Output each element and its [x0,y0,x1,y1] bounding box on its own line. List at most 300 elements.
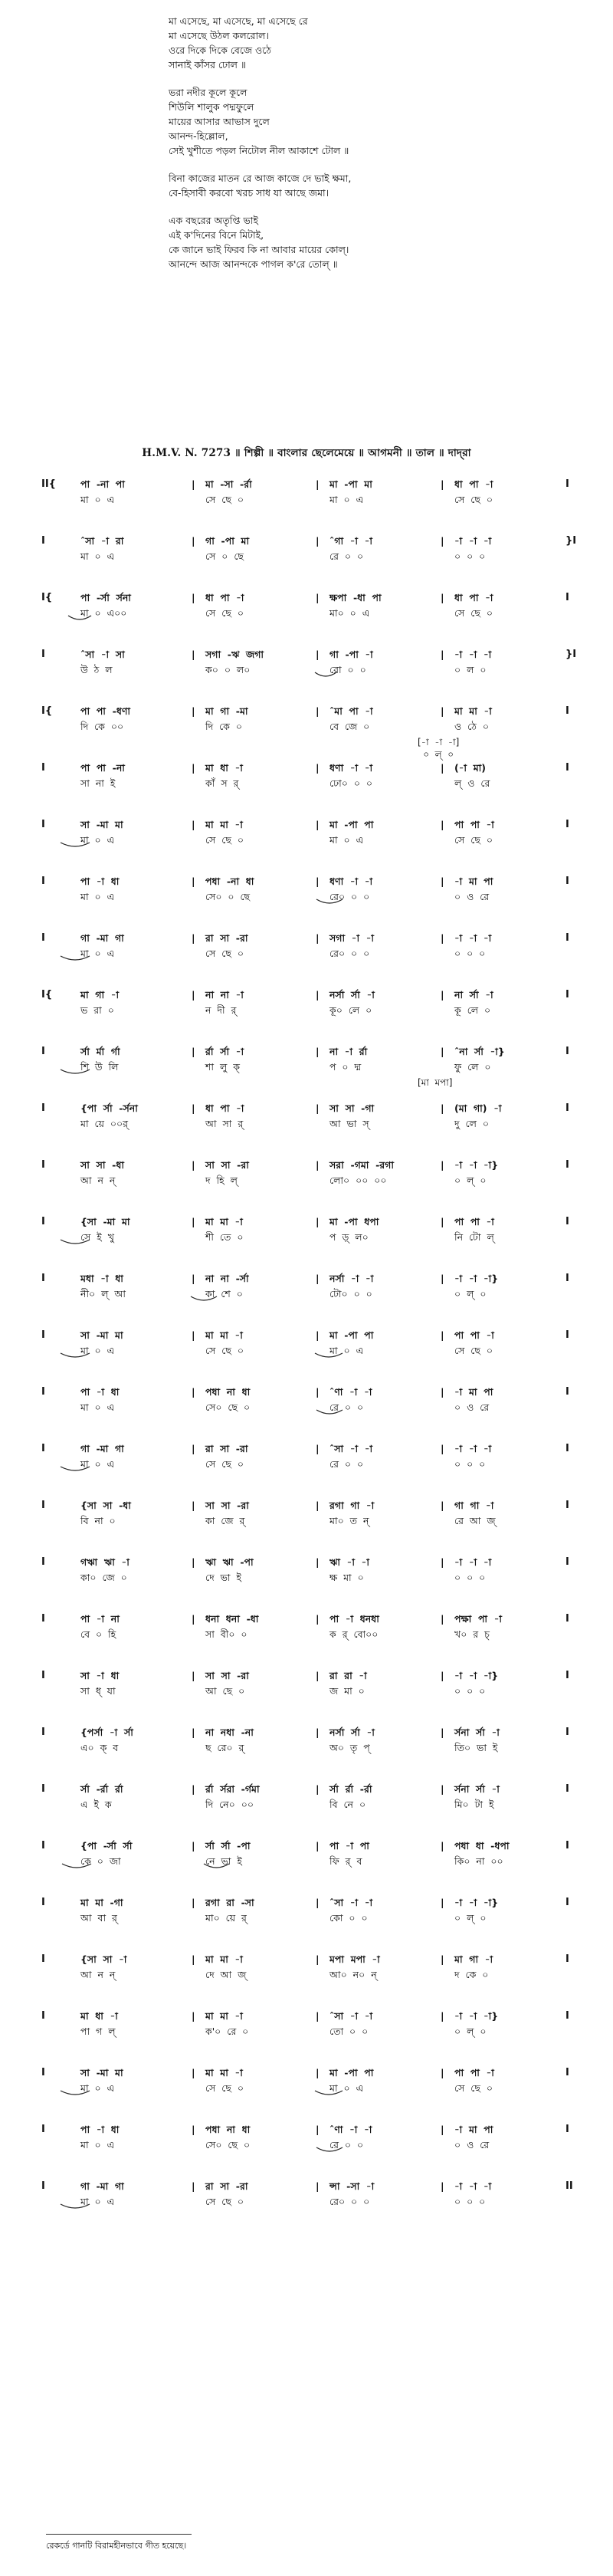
notation-line [0,1831,613,1888]
swara-row [0,1158,613,1173]
lyric-syllables: সে ছে ০ [205,948,244,959]
swara-row [0,1555,613,1570]
swara-group: সা সা -ধা [80,1159,124,1171]
swara-group: ধা পা -া [205,592,244,603]
lyric-syllables: ফি র্ ব [329,1855,362,1867]
lyric-syllables: মা ০ এ [80,494,115,505]
swara-group: র্রা র্সরা -র্গমা [205,1783,260,1795]
swara-group: গা -পা -া [329,649,373,660]
notation-line [0,810,613,866]
swara-row [0,1612,613,1627]
swara-group: ˆসা -া -া [329,1443,373,1454]
lyric-row [0,662,613,678]
swara-row [0,987,613,1003]
bar-end: I [565,989,569,1001]
beat-divider: | [192,478,195,490]
beat-divider: | [192,1727,195,1738]
lyric-syllables: রে আ জ্ [454,1515,496,1526]
notation-line [0,1434,613,1490]
poem-line: আনন্দে আজ আনন্দকে পাগল ক'রে তোল্ ॥ [169,258,338,270]
notation-line [0,696,613,753]
slur-mark [314,672,337,679]
swara-group: মা মা -া [205,1329,243,1341]
lyric-syllables: কি০ না ০০ [454,1855,503,1867]
lyric-syllables: বি না ০ [80,1515,116,1526]
lyric-row [0,1854,613,1869]
beat-divider: | [192,2010,195,2022]
lyric-syllables: রে ০ ০ [329,1401,364,1413]
swara-group: (মা গা) -া [454,1102,502,1114]
lyric-row [0,1343,613,1359]
lyric-syllables: মা ০ এ [80,2196,115,2207]
bar-start: I [41,1727,45,1738]
lyric-row [0,1911,613,1926]
lyric-row [0,1740,613,1756]
lyric-row [0,1400,613,1415]
swara-group: মা -পা পা [329,819,374,830]
poem-line: সানাই কাঁসর ঢোল ॥ [169,59,247,71]
swara-group: পক্ষা পা -া [454,1613,503,1625]
beat-divider: | [192,989,195,1001]
lyric-syllables: ০ ০ ০ [454,948,486,959]
bar-start: I [41,1556,45,1568]
swara-group: গা -মা গা [80,1443,124,1454]
swara-group: ধা পা -া [454,478,493,490]
lyric-syllables: মা ০ এ [80,2139,115,2150]
swara-group: র্সা র্মা র্গা [80,1046,120,1057]
bar-end: I [565,1670,569,1681]
swara-group: না নধা -না [205,1727,254,1738]
bar-start: I [41,1613,45,1625]
lyric-syllables: ০ ল্ ০ [454,1912,487,1924]
poem-line: ওরে দিকে দিকে বেজে ওঠে [169,44,271,56]
swara-group: পা -া না [80,1613,120,1625]
swara-group: মা মা -া [205,1216,243,1227]
lyric-row [0,1230,613,1245]
lyric-syllables: কা০ জে ০ [80,1572,127,1583]
bar-end: II [565,2180,573,2192]
slur-mark [60,842,90,849]
bar-end: I [565,932,569,944]
swara-group: মা ধা -া [205,762,243,774]
lyric-syllables: প ০ দ্ম [329,1061,362,1073]
lyric-syllables: মা ০ এ [329,494,364,505]
beat-divider: | [441,762,444,774]
beat-divider: | [441,1840,444,1852]
swara-row [0,477,613,492]
beat-divider: | [441,1273,444,1284]
swara-group: ˆণা -া -া [329,2124,372,2135]
beat-divider: | [316,1046,320,1057]
lyric-syllables: কা শে ০ [205,1288,243,1300]
beat-divider: | [192,1953,195,1965]
lyric-syllables: কাঁ স র্ [205,777,239,789]
swara-group: ঋা -া -া [329,1556,369,1568]
swara-row [0,704,613,719]
swara-group: -া -া -া [454,2180,492,2192]
beat-divider: | [192,1556,195,1568]
lyric-syllables: সা ধ্ যা [80,1685,116,1697]
lyric-row [0,2024,613,2039]
lyric-syllables: মা ০ এ [329,1345,364,1356]
slur-mark [67,615,92,623]
beat-divider: | [192,1897,195,1908]
beat-divider: | [316,592,320,603]
swara-group: -া -া -া} [454,2010,499,2022]
bar-start: I [41,1273,45,1284]
swara-row [0,2065,613,2081]
lyric-syllables: ০ ০ ০ [454,2196,486,2207]
swara-group: ঋা ঋা -পা [205,1556,254,1568]
swara-group: সা -মা মা [80,819,123,830]
swara-group: নর্সা -া -া [329,1273,374,1284]
bar-start: I [41,1216,45,1227]
lyric-row [0,606,613,621]
beat-divider: | [441,2124,444,2135]
lyric-syllables: শি উ লি [80,1061,119,1073]
swara-group: পা -া ধনধা [329,1613,379,1625]
lyric-syllables: মা০ ০ এ [329,607,370,619]
swara-row [0,1668,613,1684]
lyric-syllables: মা ০ এ [80,891,115,902]
lyric-syllables: সে ছে ০ [205,834,244,846]
bar-end: I [565,1443,569,1454]
swara-group: ন্সা -সা -া [329,2180,375,2192]
lyric-syllables: ছ রে০ র্ [205,1742,244,1753]
lyric-syllables: সে০ ছে ০ [205,2139,251,2150]
beat-divider: | [316,1443,320,1454]
beat-divider: | [316,1102,320,1114]
bar-start: I [41,1443,45,1454]
beat-divider: | [192,1273,195,1284]
lyric-syllables: ০ ও রে [454,2139,490,2150]
bar-end: I [565,1897,569,1908]
swara-group: সা -মা মা [80,2067,123,2078]
swara-group: পা পা -া [454,2067,494,2078]
lyric-syllables: তি০ ভা ই [454,1742,498,1753]
lyric-syllables: খ০ র চ্ [454,1628,490,1640]
lyric-syllables: ক্ষ মা ০ [329,1572,364,1583]
swara-group: সা সা -রা [205,1670,249,1681]
lyric-row [0,1967,613,1983]
poem-line: বে-হিসাবী করবো খরচ সাধ যা আছে জমা। [169,187,329,199]
bar-end: I [565,1556,569,1568]
beat-divider: | [192,1159,195,1171]
swara-group: (-া মা) [454,762,486,774]
swara-group: সা সা -গা [329,1102,375,1114]
lyric-syllables: পা গ ল্ [80,2026,116,2037]
swara-row [0,1214,613,1230]
alternate-notation: [মা মপা] [418,1077,453,1088]
lyric-row [0,1684,613,1699]
bar-end: I [565,1216,569,1227]
slur-mark [190,1296,218,1303]
poem-stanza [169,213,582,271]
swara-group: গা -মা গা [80,2180,124,2192]
swara-group: র্সনা র্সা -া [454,1783,500,1795]
swara-row [0,1385,613,1400]
beat-divider: | [441,1670,444,1681]
lyric-syllables: সে ছে ০ [454,607,493,619]
beat-divider: | [441,1500,444,1511]
lyric-syllables: সে ই খু [80,1231,114,1243]
lyric-syllables: নি টো ল্ [454,1231,494,1243]
swara-group: ধা পা -া [454,592,493,603]
notation-line [0,866,613,923]
lyric-syllables: মা ০ এ [80,550,115,562]
swara-group: -া -া -া [454,1443,492,1454]
bar-end: }I [565,649,577,660]
lyric-syllables: এ ই ক [80,1799,112,1810]
lyric-syllables: মা ০ এ০০ [80,607,127,619]
swara-group: মা -পা ধপা [329,1216,379,1227]
swara-group: -া -া -া} [454,1159,499,1171]
swara-group: পা -া ধা [80,876,120,887]
lyric-syllables: ক'০ রে ০ [205,2026,249,2037]
swara-row [0,1838,613,1854]
notation-line [0,583,613,639]
swara-group: -া মা পা [454,876,493,887]
bar-start: I [41,1840,45,1852]
swara-group: ˆণা -া -া [329,1386,372,1398]
beat-divider: | [316,989,320,1001]
swara-group: মা -সা -র্রা [205,478,252,490]
lyric-syllables: আ বা র্ [80,1912,117,1924]
swara-group: র্সা র্সা -পা [205,1840,251,1852]
poem-line: শিউলি শালুক পদ্মফুলে [169,101,254,113]
swara-group: মা গা -মা [205,705,248,717]
lyric-syllables: মা০ য়ে র্ [205,1912,247,1924]
lyric-syllables: সে ছে ০ [205,1458,244,1470]
lyric-syllables: দু লে ০ [454,1118,489,1129]
swara-group: না -া র্রা [329,1046,368,1057]
notation-line [0,1077,613,1150]
beat-divider: | [316,1953,320,1965]
beat-divider: | [441,2067,444,2078]
lyric-syllables: ও ঠে ০ [454,721,489,732]
lyric-syllables: কে ০ জা [80,1855,121,1867]
bar-end: I [565,1613,569,1625]
poem-line: আনন্দ-হিল্লোল, [169,130,228,142]
beat-divider: | [316,1273,320,1284]
bar-end: I [565,2010,569,2022]
swara-group: -া -া -া} [454,1897,499,1908]
lyric-syllables: সে ছে ০ [454,494,493,505]
beat-divider: | [441,2180,444,2192]
poem-line: ভরা নদীর কূলে কূলে [169,87,247,98]
swara-group: -া -া -া [454,932,492,944]
lyric-syllables: লো০ ০০ ০০ [329,1175,387,1186]
poem-line: এই ক'দিনের বিনে মিটাই, [169,229,264,241]
lyric-syllables: প ড়্ ল০ [329,1231,369,1243]
beat-divider: | [192,705,195,717]
lyric-syllables: ০ ০ ০ [454,550,486,562]
beat-divider: | [192,649,195,660]
notation-line [0,1888,613,1944]
bar-start: I [41,535,45,547]
swara-group: ধনা ধনা -ধা [205,1613,259,1625]
swara-row [0,874,613,889]
slur-mark [60,1466,90,1474]
bar-start: I [41,1159,45,1171]
beat-divider: | [441,1046,444,1057]
swara-group: মা গা -া [80,989,120,1001]
beat-divider: | [441,535,444,547]
lyric-syllables: টো০ ০ ০ [329,1288,372,1300]
notation-line [0,980,613,1037]
lyric-syllables: আ ন ন্ [80,1175,116,1186]
swara-group: মা -পা পা [329,1329,374,1341]
lyric-row [0,889,613,905]
beat-divider: | [316,1670,320,1681]
bar-end: I [565,1159,569,1171]
lyric-row [0,776,613,791]
beat-divider: | [192,1102,195,1114]
bar-start: I [41,2010,45,2022]
swara-group: ধা পা -া [205,1102,244,1114]
swara-group: নর্সা র্সা -া [329,989,375,1001]
beat-divider: | [192,1443,195,1454]
swara-group: মা -পা পা [329,2067,374,2078]
notation-line [0,1150,613,1207]
lyric-syllables: তো ০ ০ [329,2026,369,2037]
notation-sheet [0,469,613,2228]
swara-row [0,1271,613,1286]
swara-group: পা পা -া [454,819,494,830]
bar-start: I [41,649,45,660]
swara-group: রা রা -া [329,1670,367,1681]
swara-group: {পা -র্সা র্সা [80,1840,133,1852]
lyric-syllables: কূ লে ০ [454,1004,491,1016]
swara-group: ˆমা পা -া [329,705,373,717]
beat-divider: | [192,1386,195,1398]
beat-divider: | [441,1897,444,1908]
lyric-syllables: দি কে ০ [205,721,242,732]
notation-line [0,1774,613,1831]
lyric-syllables: মা য়ে ০০র্ [80,1118,129,1129]
beat-divider: | [441,876,444,887]
swara-group: {পা র্সা -র্সনা [80,1102,138,1114]
bar-end: I [565,2124,569,2135]
lyric-syllables: সে ছে ০ [205,2082,244,2094]
beat-divider: | [441,705,444,717]
lyric-syllables: মা ০ এ [329,2082,364,2094]
beat-divider: | [441,989,444,1001]
swara-group: ˆসা -া সা [80,649,125,660]
bar-start: I [41,1670,45,1681]
swara-group: ধণা -া -া [329,876,373,887]
swara-group: রগা গা -া [329,1500,375,1511]
notation-line [0,2001,613,2058]
swara-group: মা মা -গা [80,1897,123,1908]
swara-group: ˆগা -া -া [329,535,373,547]
swara-row [0,1895,613,1911]
beat-divider: | [316,2180,320,2192]
bar-end: I [565,1840,569,1852]
lyric-syllables: সে০ ছে ০ [205,1401,251,1413]
beat-divider: | [441,1613,444,1625]
poem-line: মায়ের আসার আভাস দুলে [169,116,270,127]
swara-group: র্সা র্রা -র্রা [329,1783,372,1795]
lyric-syllables: সে০ ০ ছে [205,891,251,902]
notation-line [0,1320,613,1377]
lyric-row [0,1116,613,1132]
beat-divider: | [192,2067,195,2078]
swara-row [0,1328,613,1343]
poem-line: কে জানে ভাই ফিরব কি না আবার মায়ের কোল্। [169,244,349,255]
swara-group: র্সা -র্রা র্রা [80,1783,123,1795]
lyric-syllables: ল্ ও রে [454,777,490,789]
swara-group: সা সা -রা [205,1500,249,1511]
swara-row [0,1101,613,1116]
beat-divider: | [316,2124,320,2135]
beat-divider: | [441,1727,444,1738]
beat-divider: | [441,1556,444,1568]
swara-group: গা -মা গা [80,932,124,944]
beat-divider: | [441,592,444,603]
swara-group: মা মা -া [205,2010,243,2022]
lyric-row [0,492,613,508]
beat-divider: | [316,478,320,490]
lyric-syllables: সে ছে ০ [454,2082,493,2094]
notation-line [0,1547,613,1604]
swara-group: মা গা -া [454,1953,493,1965]
bar-end: I [565,1727,569,1738]
lyric-syllables: কো ০ ০ [329,1912,368,1924]
swara-group: না র্সা -া [454,989,493,1001]
lyric-syllables: আ সা র্ [205,1118,244,1129]
beat-divider: | [316,819,320,830]
beat-divider: | [316,2010,320,2022]
lyric-row [0,1173,613,1188]
notation-line [0,526,613,583]
swara-row [0,1782,613,1797]
notation-line [0,2171,613,2228]
swara-group: ˆসা -া -া [329,2010,373,2022]
lyric-syllables: ফু লে ০ [454,1061,491,1073]
lyric-row [0,1513,613,1529]
swara-row [0,2122,613,2137]
lyric-syllables: রে০ ০ ০ [329,2196,370,2207]
poem-stanza [169,85,582,158]
beat-divider: | [192,1046,195,1057]
swara-row [0,647,613,662]
lyric-row [0,2137,613,2153]
lyric-syllables: আ ভা স্ [329,1118,369,1129]
lyric-syllables: রে০ ০ ০ [329,891,370,902]
slur-mark [314,2090,343,2098]
swara-row [0,1952,613,1967]
lyric-syllables: রে ০ ০ [329,2139,364,2150]
beat-divider: | [316,876,320,887]
poem-line: মা এসেছে উঠল কলরোল। [169,30,269,41]
bar-end: I [565,1273,569,1284]
bar-start: I{ [41,705,53,717]
swara-group: মা ধা -া [80,2010,118,2022]
lyric-row [0,1570,613,1585]
swara-group: পা পা -া [454,1216,494,1227]
lyric-syllables: এ০ ক্ ব [80,1742,119,1753]
lyric-row [0,2081,613,2096]
lyric-syllables: দ কে ০ [454,1969,489,1980]
beat-divider: | [441,478,444,490]
lyric-syllables: শী তে ০ [205,1231,244,1243]
beat-divider: | [316,535,320,547]
lyrics-poem [169,14,582,284]
lyric-syllables: সা না ই [80,777,116,789]
swara-group: গা গা -া [454,1500,494,1511]
lyric-syllables: ০ ও রে [454,1401,490,1413]
